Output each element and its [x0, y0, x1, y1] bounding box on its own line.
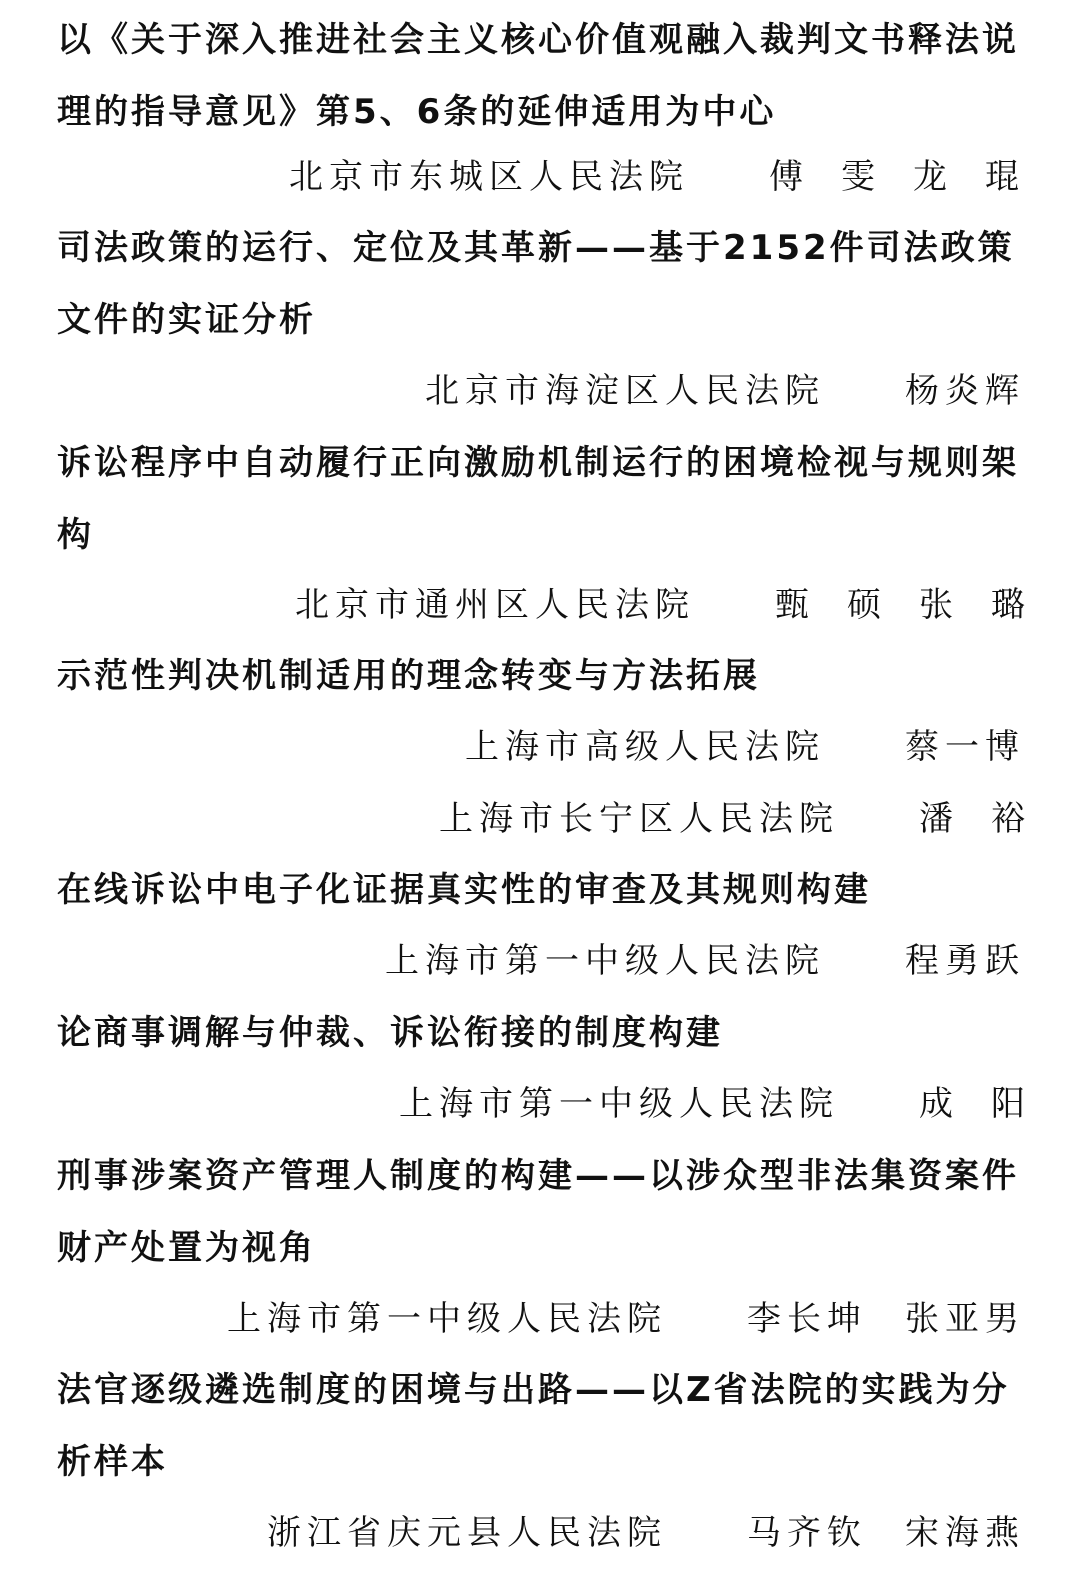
author-name: 甄硕: [775, 585, 919, 625]
author-line: [289, 152, 1025, 202]
court-name: 上海市第一中级人民法院: [399, 1084, 839, 1124]
court-name: 上海市第一中级人民法院: [227, 1299, 667, 1339]
court-name: 北京市东城区人民法院: [289, 157, 689, 197]
author-name: 琨: [985, 157, 1025, 197]
author-name: 马齐钦: [747, 1513, 867, 1553]
author-names: [775, 580, 1063, 630]
author-name: 傅雯龙: [769, 157, 985, 197]
author-name: 张璐: [919, 585, 1063, 625]
author-line: [439, 794, 1063, 844]
author-name: 成阳: [919, 1084, 1063, 1124]
author-name: 张亚男: [905, 1299, 1025, 1339]
author-line: [425, 366, 1025, 416]
author-names: [919, 794, 1063, 844]
author-name: 宋海燕: [905, 1513, 1025, 1553]
author-name: 李长坤: [747, 1299, 867, 1339]
article-title: 诉讼程序中自动履行正向激励机制运行的困境检视与规则架构: [57, 443, 1019, 555]
author-line: [267, 1508, 1025, 1558]
court-name: 上海市第一中级人民法院: [385, 941, 825, 981]
author-names: [905, 366, 1025, 416]
article-title: 示范性判决机制适用的理念转变与方法拓展: [57, 656, 760, 696]
article-title: 刑事涉案资产管理人制度的构建——以涉众型非法集资案件财产处置为视角: [57, 1156, 1019, 1268]
court-name: 北京市通州区人民法院: [295, 585, 695, 625]
author-name: 杨炎辉: [905, 371, 1025, 411]
court-name: 浙江省庆元县人民法院: [267, 1513, 667, 1553]
article-title: 司法政策的运行、定位及其革新——基于2152件司法政策文件的实证分析: [57, 228, 1015, 340]
author-names: [747, 1508, 1025, 1558]
author-names: [769, 152, 1025, 202]
court-name: 上海市长宁区人民法院: [439, 799, 839, 839]
author-names: [747, 1294, 1025, 1344]
author-line: [399, 1079, 1063, 1129]
author-names: [905, 722, 1025, 772]
article-title: 论商事调解与仲裁、诉讼衔接的制度构建: [57, 1013, 723, 1053]
article-title: 以《关于深入推进社会主义核心价值观融入裁判文书释法说理的指导意见》第5、6条的延伸适用为中心: [57, 20, 1019, 132]
court-name: 北京市海淀区人民法院: [425, 371, 825, 411]
author-line: [465, 722, 1025, 772]
author-names: [905, 936, 1025, 986]
article-title: 在线诉讼中电子化证据真实性的审查及其规则构建: [57, 870, 871, 910]
author-line: [385, 936, 1025, 986]
author-line: [295, 580, 1063, 630]
author-name: 潘裕: [919, 799, 1063, 839]
author-name: 程勇跃: [905, 941, 1025, 981]
author-name: 蔡一博: [905, 727, 1025, 767]
author-line: [227, 1294, 1025, 1344]
court-name: 上海市高级人民法院: [465, 727, 825, 767]
article-title: 法官逐级遴选制度的困境与出路——以Z省法院的实践为分析样本: [57, 1370, 1010, 1482]
author-names: [919, 1079, 1063, 1129]
